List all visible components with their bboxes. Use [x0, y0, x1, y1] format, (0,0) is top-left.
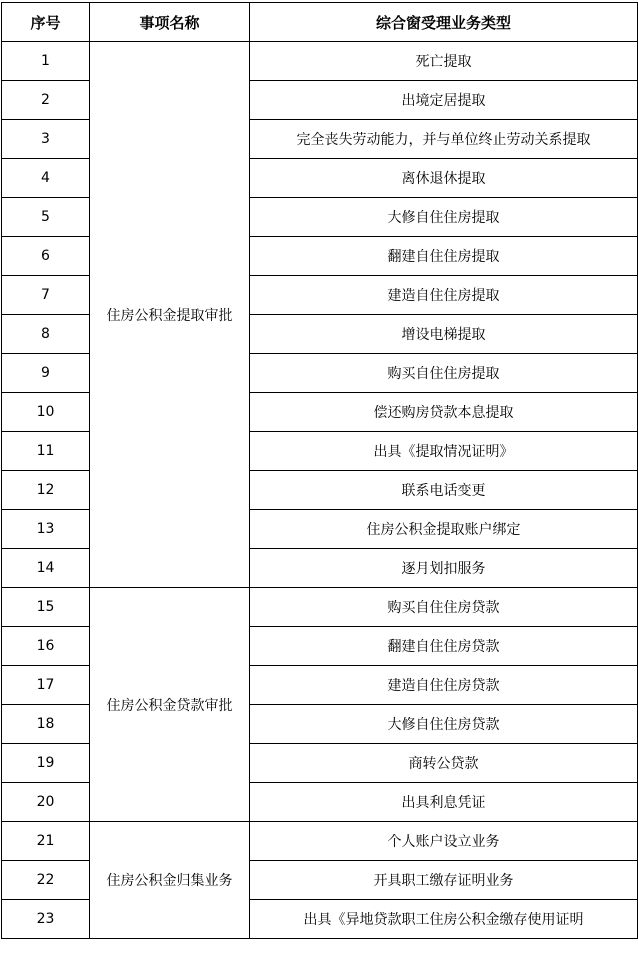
- table-row: [2, 822, 638, 861]
- business-type-cell: 出境定居提取: [250, 81, 638, 120]
- row-number: 20: [2, 783, 90, 822]
- business-type-cell: 出具利息凭证: [250, 783, 638, 822]
- business-type-cell: 离休退休提取: [250, 159, 638, 198]
- header-business-type: 综合窗受理业务类型: [250, 3, 638, 42]
- row-number: 22: [2, 861, 90, 900]
- row-number: 9: [2, 354, 90, 393]
- business-type-cell: 翻建自住住房贷款: [250, 627, 638, 666]
- business-type-cell: 商转公贷款: [250, 744, 638, 783]
- row-number: 8: [2, 315, 90, 354]
- table-row: [2, 588, 638, 627]
- business-type-cell: 完全丧失劳动能力，并与单位终止劳动关系提取: [250, 120, 638, 159]
- row-number: 10: [2, 393, 90, 432]
- row-number: 17: [2, 666, 90, 705]
- business-type-cell: 死亡提取: [250, 42, 638, 81]
- business-type-cell: 联系电话变更: [250, 471, 638, 510]
- row-number: 7: [2, 276, 90, 315]
- business-type-cell: 开具职工缴存证明业务: [250, 861, 638, 900]
- business-type-cell: 购买自住住房提取: [250, 354, 638, 393]
- table-body: [2, 42, 638, 939]
- row-number: 14: [2, 549, 90, 588]
- row-number: 11: [2, 432, 90, 471]
- row-number: 2: [2, 81, 90, 120]
- row-number: 16: [2, 627, 90, 666]
- item-name-cell: 住房公积金贷款审批: [90, 588, 250, 822]
- business-type-cell: 出具《提取情况证明》: [250, 432, 638, 471]
- business-type-cell: 购买自住住房贷款: [250, 588, 638, 627]
- business-type-cell: 建造自住住房提取: [250, 276, 638, 315]
- business-type-cell: 大修自住住房提取: [250, 198, 638, 237]
- row-number: 4: [2, 159, 90, 198]
- header-no: 序号: [2, 3, 90, 42]
- business-table: [1, 2, 638, 939]
- row-number: 6: [2, 237, 90, 276]
- header-row: [2, 3, 638, 42]
- row-number: 13: [2, 510, 90, 549]
- row-number: 21: [2, 822, 90, 861]
- item-name-cell: 住房公积金归集业务: [90, 822, 250, 939]
- business-type-cell: 个人账户设立业务: [250, 822, 638, 861]
- header-item-name: 事项名称: [90, 3, 250, 42]
- table-row: [2, 42, 638, 81]
- row-number: 23: [2, 900, 90, 939]
- business-type-cell: 建造自住住房贷款: [250, 666, 638, 705]
- business-type-cell: 偿还购房贷款本息提取: [250, 393, 638, 432]
- business-type-cell: 翻建自住住房提取: [250, 237, 638, 276]
- row-number: 19: [2, 744, 90, 783]
- business-type-cell: 逐月划扣服务: [250, 549, 638, 588]
- item-name-cell: 住房公积金提取审批: [90, 42, 250, 588]
- row-number: 1: [2, 42, 90, 81]
- business-type-cell: 增设电梯提取: [250, 315, 638, 354]
- row-number: 3: [2, 120, 90, 159]
- row-number: 15: [2, 588, 90, 627]
- row-number: 12: [2, 471, 90, 510]
- business-type-cell: 出具《异地贷款职工住房公积金缴存使用证明: [250, 900, 638, 939]
- business-type-cell: 住房公积金提取账户绑定: [250, 510, 638, 549]
- business-type-cell: 大修自住住房贷款: [250, 705, 638, 744]
- row-number: 18: [2, 705, 90, 744]
- row-number: 5: [2, 198, 90, 237]
